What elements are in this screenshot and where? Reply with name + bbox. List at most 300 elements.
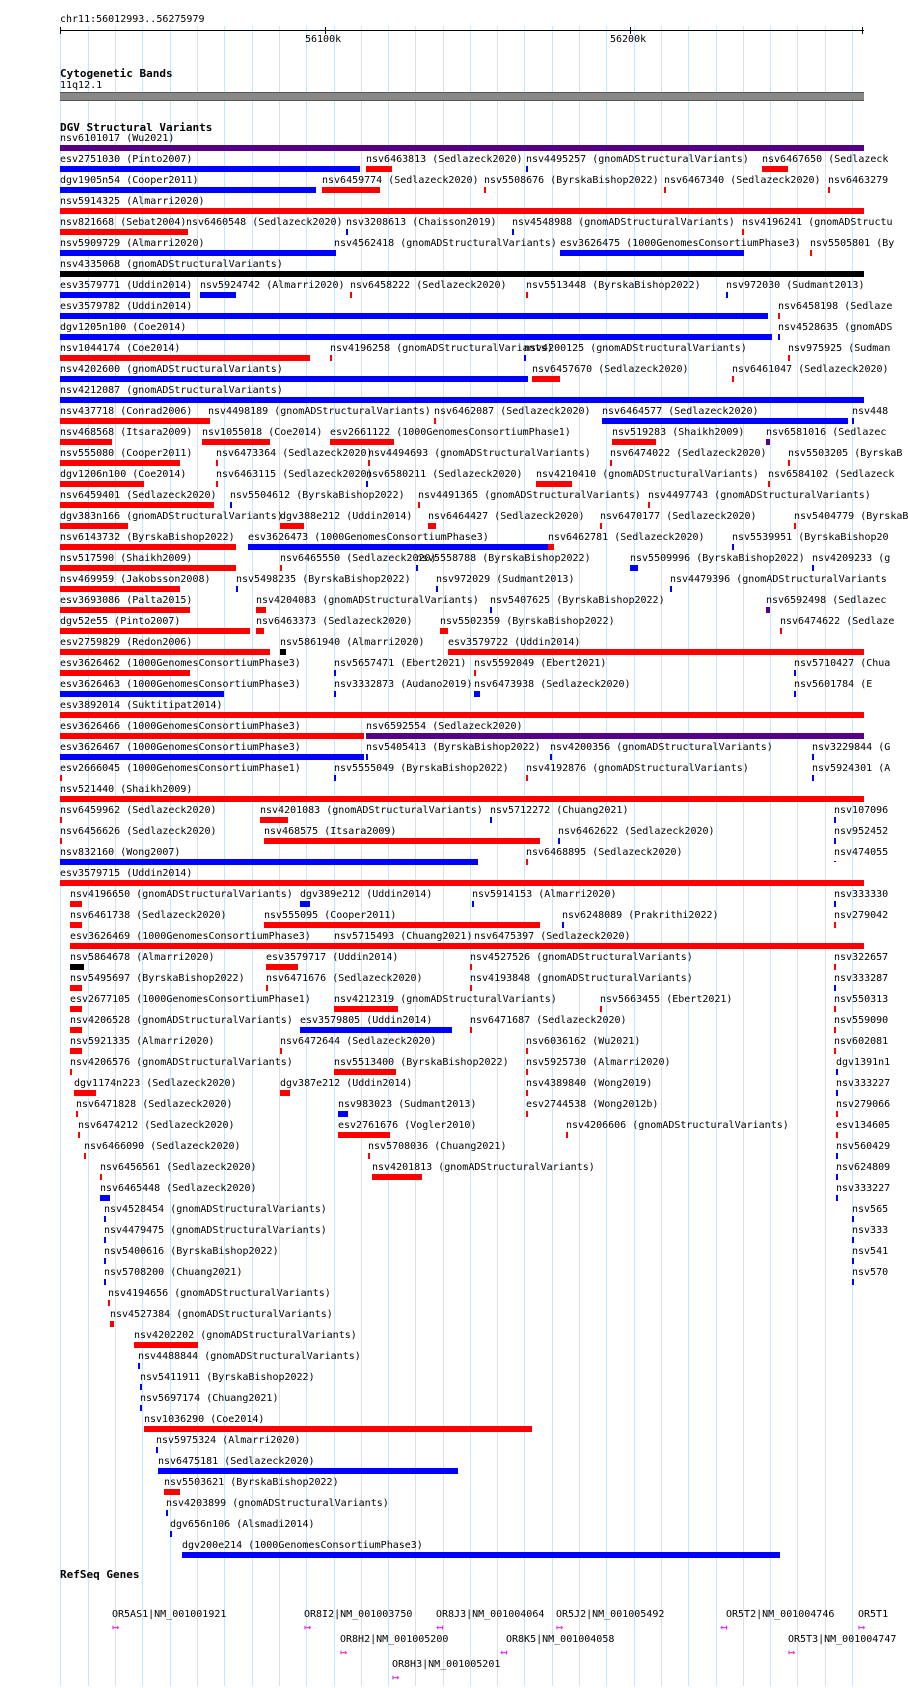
variant-bar[interactable] (60, 502, 214, 508)
variant-bar[interactable] (280, 1090, 290, 1096)
variant-label: nsv4200356 (gnomADStructuralVariants) (550, 742, 773, 753)
variant-bar[interactable] (526, 1069, 528, 1075)
variant-label: nsv5405413 (ByrskaBishop2022) (366, 742, 541, 753)
variant-bar[interactable] (264, 922, 540, 928)
variant-bar[interactable] (60, 481, 144, 487)
variant-bar[interactable] (664, 187, 666, 193)
variant-bar[interactable] (560, 250, 744, 256)
variant-bar[interactable] (762, 166, 788, 172)
variant-bar[interactable] (366, 754, 368, 760)
variant-bar[interactable] (470, 964, 472, 970)
variant-bar[interactable] (248, 544, 548, 550)
variant-bar[interactable] (836, 1174, 838, 1180)
variant-bar[interactable] (490, 817, 492, 823)
variant-label: nsv6581016 (Sedlazec (766, 427, 887, 438)
variant-label: nsv4196258 (gnomADStructuralVariants) (330, 343, 553, 354)
variant-bar[interactable] (256, 607, 266, 613)
variant-bar[interactable] (60, 208, 864, 214)
variant-bar[interactable] (104, 1279, 106, 1285)
variant-bar[interactable] (70, 1069, 72, 1075)
variant-label: nsv322657 (834, 952, 889, 963)
variant-bar[interactable] (70, 922, 82, 928)
variant-bar[interactable] (216, 460, 218, 466)
variant-label: nsv4498189 (gnomADStructuralVariants) (208, 406, 431, 417)
variant-bar[interactable] (60, 397, 864, 403)
variant-bar[interactable] (60, 145, 864, 151)
variant-bar[interactable] (104, 1216, 106, 1222)
gene-arrow-icon[interactable]: ↦ (392, 1670, 400, 1684)
variant-label: nsv3229844 (G (812, 742, 891, 753)
variant-label: nsv333 (852, 1225, 889, 1236)
variant-bar[interactable] (852, 1279, 854, 1285)
variant-bar[interactable] (236, 586, 238, 592)
variant-label: nsv519283 (Shaikh2009) (612, 427, 745, 438)
gene-arrow-icon[interactable]: ↦ (112, 1620, 120, 1634)
variant-bar[interactable] (138, 1363, 140, 1369)
refseq-title: RefSeq Genes (60, 1568, 140, 1581)
variant-bar[interactable] (74, 1090, 96, 1096)
variant-label: esv3626466 (1000GenomesConsortiumPhase3) (60, 721, 301, 732)
variant-bar[interactable] (778, 313, 780, 319)
variant-bar[interactable] (60, 292, 190, 298)
variant-bar[interactable] (834, 1006, 836, 1012)
variant-bar[interactable] (216, 481, 218, 487)
variant-bar[interactable] (566, 1132, 568, 1138)
variant-label: nsv6462622 (Sedlazeck2020) (558, 826, 715, 837)
variant-bar[interactable] (600, 1006, 602, 1012)
ruler-location: chr11:56012993..56275979 (60, 14, 205, 25)
variant-label: nsv6463373 (Sedlazeck2020) (256, 616, 413, 627)
variant-label: nsv4488844 (gnomADStructuralVariants) (138, 1351, 361, 1362)
variant-bar[interactable] (372, 1174, 422, 1180)
variant-bar[interactable] (812, 565, 814, 571)
variant-bar[interactable] (548, 544, 554, 550)
variant-bar[interactable] (60, 187, 316, 193)
variant-bar[interactable] (484, 187, 486, 193)
variant-label: nsv5400616 (ByrskaBishop2022) (104, 1246, 279, 1257)
variant-bar[interactable] (794, 691, 796, 697)
variant-bar[interactable] (280, 649, 286, 655)
variant-bar[interactable] (346, 229, 348, 235)
variant-bar[interactable] (60, 271, 864, 277)
variant-bar[interactable] (436, 586, 438, 592)
variant-bar[interactable] (280, 523, 304, 529)
variant-bar[interactable] (428, 523, 436, 529)
variant-bar[interactable] (208, 418, 210, 424)
variant-label: nsv3208613 (Chaisson2019) (346, 217, 497, 228)
variant-bar[interactable] (60, 607, 190, 613)
variant-bar[interactable] (836, 1195, 838, 1201)
variant-bar[interactable] (60, 733, 364, 739)
variant-label: nsv5697174 (Chuang2021) (140, 1393, 279, 1404)
variant-bar[interactable] (60, 334, 772, 340)
variant-label: nsv6463813 (Sedlazeck2020) (366, 154, 523, 165)
variant-bar[interactable] (60, 691, 224, 697)
variant-bar[interactable] (766, 607, 770, 613)
gene-arrow-icon[interactable]: ↤ (500, 1645, 508, 1659)
variant-bar[interactable] (526, 1048, 528, 1054)
variant-bar[interactable] (778, 334, 780, 340)
variant-bar[interactable] (742, 229, 744, 235)
variant-label: nsv555095 (Cooper2011) (264, 910, 397, 921)
variant-bar[interactable] (300, 901, 310, 907)
variant-label: nsv5411911 (ByrskaBishop2022) (140, 1372, 315, 1383)
variant-bar[interactable] (60, 838, 62, 844)
gene-arrow-icon[interactable]: ↦ (304, 1620, 312, 1634)
variant-label: esv2751030 (Pinto2007) (60, 154, 193, 165)
variant-label: nsv5712272 (Chuang2021) (490, 805, 629, 816)
variant-bar[interactable] (202, 439, 270, 445)
variant-bar[interactable] (60, 166, 360, 172)
variant-bar[interactable] (788, 355, 790, 361)
variant-bar[interactable] (334, 1069, 396, 1075)
variant-bar[interactable] (470, 1027, 472, 1033)
variant-label: nsv975925 (Sudman (788, 343, 891, 354)
variant-bar[interactable] (834, 817, 836, 823)
gene-arrow-icon[interactable]: ↦ (340, 1645, 348, 1659)
variant-bar[interactable] (532, 376, 560, 382)
variant-bar[interactable] (794, 670, 796, 676)
variant-label: nsv6471676 (Sedlazeck2020) (266, 973, 423, 984)
variant-bar[interactable] (60, 544, 236, 550)
variant-label: nsv5505801 (By (810, 238, 895, 249)
variant-bar[interactable] (416, 565, 418, 571)
variant-bar[interactable] (558, 838, 560, 844)
variant-bar[interactable] (60, 859, 478, 865)
variant-bar[interactable] (70, 1048, 82, 1054)
variant-bar[interactable] (526, 166, 528, 172)
variant-bar[interactable] (60, 712, 864, 718)
variant-bar[interactable] (732, 376, 734, 382)
variant-bar[interactable] (134, 1342, 198, 1348)
variant-bar[interactable] (260, 817, 288, 823)
gene-arrow-icon[interactable]: ↦ (788, 1645, 796, 1659)
variant-bar[interactable] (852, 1237, 854, 1243)
variant-bar[interactable] (788, 460, 790, 466)
variant-bar[interactable] (834, 861, 836, 862)
variant-bar[interactable] (600, 523, 602, 529)
variant-bar[interactable] (810, 250, 812, 256)
variant-bar[interactable] (670, 586, 672, 592)
variant-bar[interactable] (100, 1174, 102, 1180)
ruler-tick (630, 27, 631, 34)
variant-bar[interactable] (170, 1531, 172, 1537)
variant-bar[interactable] (434, 418, 436, 424)
variant-label: nsv6468895 (Sedlazeck2020) (526, 847, 683, 858)
variant-bar[interactable] (836, 1132, 838, 1138)
variant-bar[interactable] (300, 1027, 452, 1033)
variant-bar[interactable] (852, 1258, 854, 1264)
variant-label: nsv4212319 (gnomADStructuralVariants) (334, 994, 557, 1005)
variant-bar[interactable] (60, 523, 128, 529)
variant-bar[interactable] (418, 502, 420, 508)
variant-bar[interactable] (60, 796, 864, 802)
variant-bar[interactable] (366, 166, 392, 172)
cytogenetic-band[interactable] (60, 92, 864, 101)
variant-label: nsv5924742 (Almarri2020) (200, 280, 345, 291)
variant-bar[interactable] (526, 859, 528, 865)
variant-label: nsv6474212 (Sedlazeck2020) (78, 1120, 235, 1131)
variant-bar[interactable] (490, 607, 492, 613)
variant-bar[interactable] (140, 1384, 142, 1390)
variant-bar[interactable] (280, 565, 282, 571)
variant-bar[interactable] (156, 1447, 158, 1453)
variant-bar[interactable] (536, 481, 572, 487)
variant-label: esv3693086 (Palta2015) (60, 595, 193, 606)
variant-bar[interactable] (186, 229, 188, 235)
variant-label: nsv6466090 (Sedlazeck2020) (84, 1141, 241, 1152)
variant-bar[interactable] (338, 1132, 390, 1138)
variant-label: esv2677105 (1000GenomesConsortiumPhase1) (70, 994, 311, 1005)
variant-bar[interactable] (60, 229, 188, 235)
variant-label: nsv6456561 (Sedlazeck2020) (100, 1162, 257, 1173)
variant-bar[interactable] (60, 817, 62, 823)
variant-bar[interactable] (852, 418, 854, 424)
variant-bar[interactable] (164, 1489, 180, 1495)
variant-bar[interactable] (70, 964, 84, 970)
variant-bar[interactable] (78, 1132, 80, 1138)
variant-label: nsv972029 (Sudmant2013) (436, 574, 575, 585)
variant-label: nsv624809 (836, 1162, 891, 1173)
variant-bar[interactable] (834, 964, 836, 970)
variant-bar[interactable] (334, 250, 336, 256)
variant-label: dgv1206n100 (Coe2014) (60, 469, 187, 480)
variant-bar[interactable] (834, 922, 836, 928)
variant-bar[interactable] (550, 754, 552, 760)
variant-bar[interactable] (330, 355, 332, 361)
variant-bar[interactable] (140, 1405, 142, 1411)
variant-label: nsv6459401 (Sedlazeck2020) (60, 490, 217, 501)
variant-bar[interactable] (828, 187, 830, 193)
variant-label: nsv4209233 (g (812, 553, 891, 564)
variant-label: nsv474055 (834, 847, 889, 858)
variant-bar[interactable] (612, 439, 656, 445)
variant-bar[interactable] (70, 901, 82, 907)
variant-bar[interactable] (512, 229, 514, 235)
variant-bar[interactable] (230, 502, 232, 508)
variant-label: nsv5503621 (ByrskaBishop2022) (164, 1477, 339, 1488)
variant-bar[interactable] (70, 1027, 82, 1033)
variant-bar[interactable] (448, 649, 864, 655)
ruler-tick-label-2: 56200k (610, 34, 647, 45)
variant-bar[interactable] (70, 943, 864, 949)
variant-label: nsv6592498 (Sedlazec (766, 595, 887, 606)
variant-label: nsv5513400 (ByrskaBishop2022) (334, 1057, 509, 1068)
variant-bar[interactable] (602, 418, 848, 424)
variant-bar[interactable] (474, 691, 480, 697)
variant-bar[interactable] (524, 355, 526, 361)
variant-bar[interactable] (834, 1027, 836, 1033)
variant-label: nsv107096 (834, 805, 889, 816)
variant-label: nsv6458198 (Sedlaze (778, 301, 893, 312)
variant-label: nsv4479396 (gnomADStructuralVariants (670, 574, 887, 585)
variant-bar[interactable] (836, 1153, 838, 1159)
variant-bar[interactable] (836, 1090, 838, 1096)
variant-bar[interactable] (60, 418, 208, 424)
variant-label: nsv4201083 (gnomADStructuralVariants) (260, 805, 483, 816)
variant-label: nsv4212087 (gnomADStructuralVariants) (60, 385, 283, 396)
variant-bar[interactable] (732, 544, 734, 550)
gene-arrow-icon[interactable]: ↤ (436, 1620, 444, 1634)
variant-bar[interactable] (350, 292, 352, 298)
variant-label: nsv5924301 (A (812, 763, 891, 774)
variant-label: nsv333330 (834, 889, 889, 900)
variant-bar[interactable] (334, 670, 336, 676)
variant-label: nsv5663455 (Ebert2021) (600, 994, 733, 1005)
variant-bar[interactable] (100, 1195, 110, 1201)
variant-bar[interactable] (836, 1069, 838, 1075)
variant-bar[interactable] (526, 292, 528, 298)
variant-label: nsv5914325 (Almarri2020) (60, 196, 205, 207)
variant-bar[interactable] (474, 670, 476, 676)
variant-bar[interactable] (768, 481, 770, 487)
variant-label: nsv5509996 (ByrskaBishop2022) (630, 553, 805, 564)
variant-bar[interactable] (84, 1153, 86, 1159)
variant-bar[interactable] (366, 481, 368, 487)
variant-bar[interactable] (104, 1237, 106, 1243)
variant-bar[interactable] (158, 1468, 458, 1474)
variant-label: nsv5504612 (ByrskaBishop2022) (230, 490, 405, 501)
gene-arrow-icon[interactable]: ↦ (858, 1620, 866, 1634)
variant-bar[interactable] (200, 292, 236, 298)
variant-label: nsv1036290 (Coe2014) (144, 1414, 265, 1425)
variant-label: nsv6458222 (Sedlazeck2020) (350, 280, 507, 291)
variant-label: dgv1174n223 (Sedlazeck2020) (74, 1078, 237, 1089)
gene-arrow-icon[interactable]: ↤ (720, 1620, 728, 1634)
ruler-tick (862, 27, 863, 34)
variant-bar[interactable] (330, 439, 394, 445)
variant-bar[interactable] (474, 943, 476, 949)
variant-bar[interactable] (366, 733, 864, 739)
variant-bar[interactable] (264, 838, 540, 844)
variant-bar[interactable] (780, 628, 782, 634)
variant-bar[interactable] (338, 1111, 348, 1117)
variant-label: nsv832160 (Wong2007) (60, 847, 181, 858)
variant-label: nsv6143732 (ByrskaBishop2022) (60, 532, 235, 543)
variant-bar[interactable] (334, 943, 336, 949)
variant-bar[interactable] (334, 1006, 398, 1012)
variant-bar[interactable] (334, 775, 336, 781)
variant-bar[interactable] (60, 376, 528, 382)
gene-label: OR5T1 (858, 1609, 889, 1620)
variant-label: nsv1055018 (Coe2014) (202, 427, 323, 438)
variant-bar[interactable] (60, 670, 190, 676)
variant-bar[interactable] (60, 565, 236, 571)
variant-bar[interactable] (834, 901, 836, 907)
variant-bar[interactable] (60, 355, 310, 361)
variant-bar[interactable] (526, 775, 528, 781)
variant-label: nsv5925730 (Almarri2020) (526, 1057, 671, 1068)
variant-bar[interactable] (60, 313, 768, 319)
variant-label: esv2744538 (Wong2012b) (526, 1099, 659, 1110)
variant-label: nsv5861940 (Almarri2020) (280, 637, 425, 648)
gene-arrow-icon[interactable]: ↦ (556, 1620, 564, 1634)
variant-bar[interactable] (280, 1048, 282, 1054)
variant-bar[interactable] (836, 1111, 838, 1117)
variant-bar[interactable] (526, 1090, 528, 1096)
variant-label: nsv6462087 (Sedlazeck2020) (434, 406, 591, 417)
variant-bar[interactable] (812, 754, 814, 760)
variant-bar[interactable] (70, 1006, 82, 1012)
variant-bar[interactable] (368, 1153, 370, 1159)
variant-bar[interactable] (266, 964, 298, 970)
gene-label: OR8K5|NM_001004058 (506, 1634, 615, 1645)
variant-bar[interactable] (794, 523, 796, 529)
variant-bar[interactable] (60, 586, 180, 592)
variant-bar[interactable] (852, 1216, 854, 1222)
variant-bar[interactable] (60, 439, 112, 445)
variant-bar[interactable] (182, 1552, 780, 1558)
variant-label: nsv5558788 (ByrskaBishop2022) (416, 553, 591, 564)
variant-bar[interactable] (368, 460, 370, 466)
variant-label: nsv333227 (836, 1078, 891, 1089)
variant-bar[interactable] (834, 1048, 836, 1054)
variant-bar[interactable] (562, 922, 564, 928)
variant-bar[interactable] (144, 1426, 532, 1432)
variant-bar[interactable] (766, 439, 770, 445)
variant-bar[interactable] (610, 460, 612, 466)
variant-bar[interactable] (110, 1321, 114, 1327)
variant-bar[interactable] (108, 1300, 110, 1306)
variant-label: nsv983023 (Sudmant2013) (338, 1099, 477, 1110)
variant-label: nsv6471687 (Sedlazeck2020) (470, 1015, 627, 1026)
variant-label: dgv383n166 (gnomADStructuralVariants) (60, 511, 283, 522)
variant-label: dgv387e212 (Uddin2014) (280, 1078, 413, 1089)
variant-bar[interactable] (834, 838, 836, 844)
cytogenetic-title: Cytogenetic Bands (60, 67, 173, 80)
variant-bar[interactable] (526, 1111, 528, 1117)
variant-bar[interactable] (472, 901, 474, 907)
variant-label: nsv6461738 (Sedlazeck2020) (70, 910, 227, 921)
gene-label: OR8J3|NM_001004064 (436, 1609, 545, 1620)
variant-bar[interactable] (60, 460, 180, 466)
variant-label: nsv4206606 (gnomADStructuralVariants) (566, 1120, 789, 1131)
variant-bar[interactable] (834, 985, 836, 991)
variant-bar[interactable] (60, 250, 334, 256)
variant-bar[interactable] (648, 502, 650, 508)
variant-bar[interactable] (256, 628, 264, 634)
variant-bar[interactable] (322, 187, 380, 193)
variant-label: nsv6473938 (Sedlazeck2020) (474, 679, 631, 690)
variant-bar[interactable] (630, 565, 638, 571)
variant-label: nsv279042 (834, 910, 889, 921)
variant-bar[interactable] (266, 985, 268, 991)
variant-bar[interactable] (104, 1258, 106, 1264)
variant-label: nsv4204083 (gnomADStructuralVariants) (256, 595, 479, 606)
variant-label: nsv6467650 (Sedlazeck (762, 154, 889, 165)
variant-bar[interactable] (334, 691, 336, 697)
variant-bar[interactable] (60, 880, 864, 886)
variant-label: nsv5921335 (Almarri2020) (70, 1036, 215, 1047)
variant-bar[interactable] (812, 775, 814, 781)
variant-bar[interactable] (70, 985, 82, 991)
variant-bar[interactable] (60, 649, 270, 655)
variant-bar[interactable] (470, 985, 472, 991)
variant-label: nsv4495257 (gnomADStructuralVariants) (526, 154, 749, 165)
variant-label: esv3579782 (Uddin2014) (60, 301, 193, 312)
gene-label: OR5AS1|NM_001001921 (112, 1609, 227, 1620)
variant-bar[interactable] (440, 628, 448, 634)
variant-label: esv3626473 (1000GenomesConsortiumPhase3) (248, 532, 489, 543)
variant-label: nsv6036162 (Wu2021) (526, 1036, 641, 1047)
variant-bar[interactable] (166, 1510, 168, 1516)
variant-bar[interactable] (60, 775, 62, 781)
variant-bar[interactable] (60, 628, 250, 634)
variant-bar[interactable] (76, 1111, 78, 1117)
variant-bar[interactable] (726, 292, 728, 298)
variant-bar[interactable] (60, 754, 364, 760)
variant-label: nsv550313 (834, 994, 889, 1005)
